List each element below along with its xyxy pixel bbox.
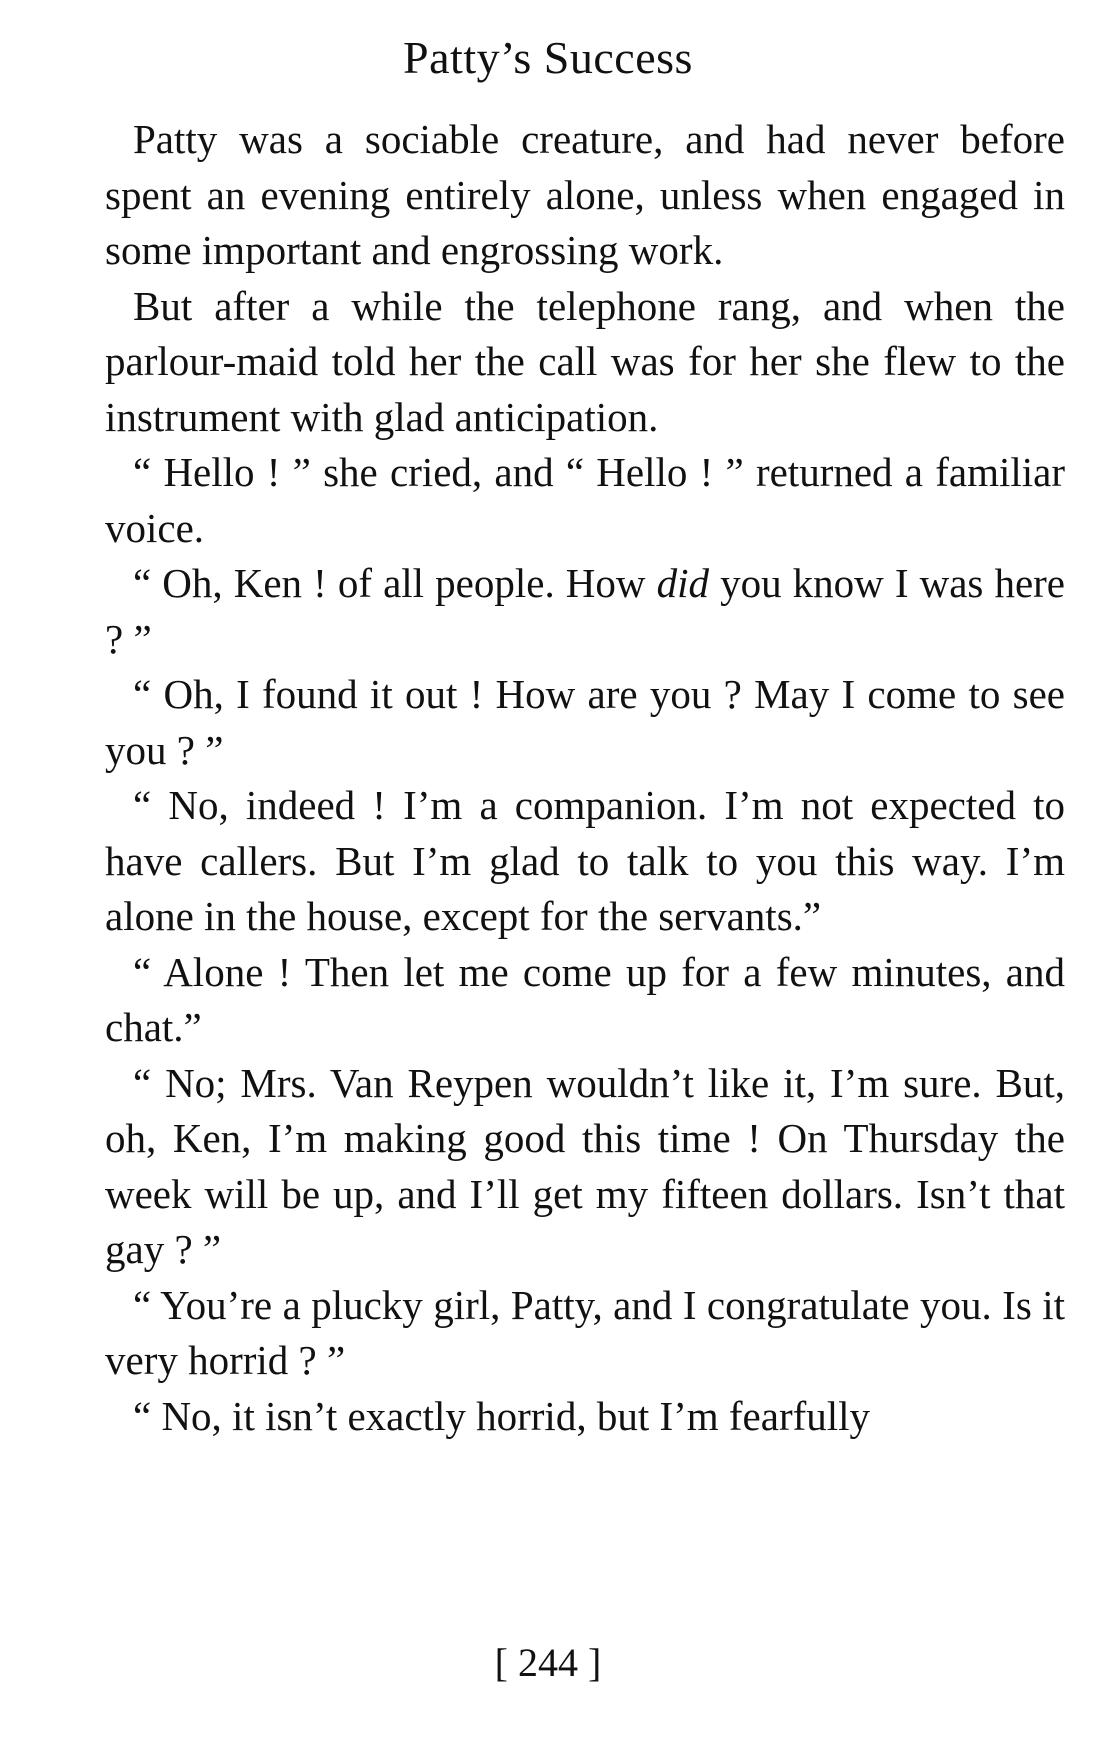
- paragraph: [105, 556, 1065, 667]
- paragraph: “ Alone ! Then let me come up for a few minutes, and chat.”: [105, 948, 1065, 1050]
- paragraph-text: “ Oh, Ken ! of all people. How: [133, 560, 657, 606]
- paragraph: “ Hello ! ” she cried, and “ Hello ! ” returned a familiar voice.: [105, 449, 1065, 551]
- paragraph: But after a while the telephone rang, and when the parlour-maid told her the call was for her she flew to the instrument with glad anticipation.: [105, 282, 1065, 440]
- paragraph: Patty was a sociable creature, and had never before spent an evening entirely alone, unless when engaged in some important and engrossing work.: [105, 116, 1065, 273]
- page-number: [ 244 ]: [494, 1640, 602, 1685]
- running-head: Patty’s Success: [403, 32, 693, 83]
- italic-emphasis: did: [656, 560, 709, 606]
- paragraph: “ Oh, I found it out ! How are you ? May I come to see you ? ”: [105, 671, 1065, 773]
- paragraph: “ No, it isn’t exactly horrid, but I’m fearfully: [133, 1392, 871, 1439]
- body-text: [105, 112, 1065, 1444]
- paragraph: “ No; Mrs. Van Reypen wouldn’t like it, I’m sure. But, oh, Ken, I’m making good this time ! On Thursday the week will be up, and I’ll get my fifteen dollars. Isn’t that gay ? ”: [105, 1059, 1065, 1272]
- paragraph: “ No, indeed ! I’m a companion. I’m not expected to have callers. But I’m glad to talk to you this way. I’m alone in the house, except for the servants.”: [105, 782, 1065, 939]
- paragraph: “ You’re a plucky girl, Patty, and I congratulate you. Is it very horrid ? ”: [105, 1281, 1065, 1383]
- paragraph-text: you know I was here ? ”: [105, 560, 1065, 662]
